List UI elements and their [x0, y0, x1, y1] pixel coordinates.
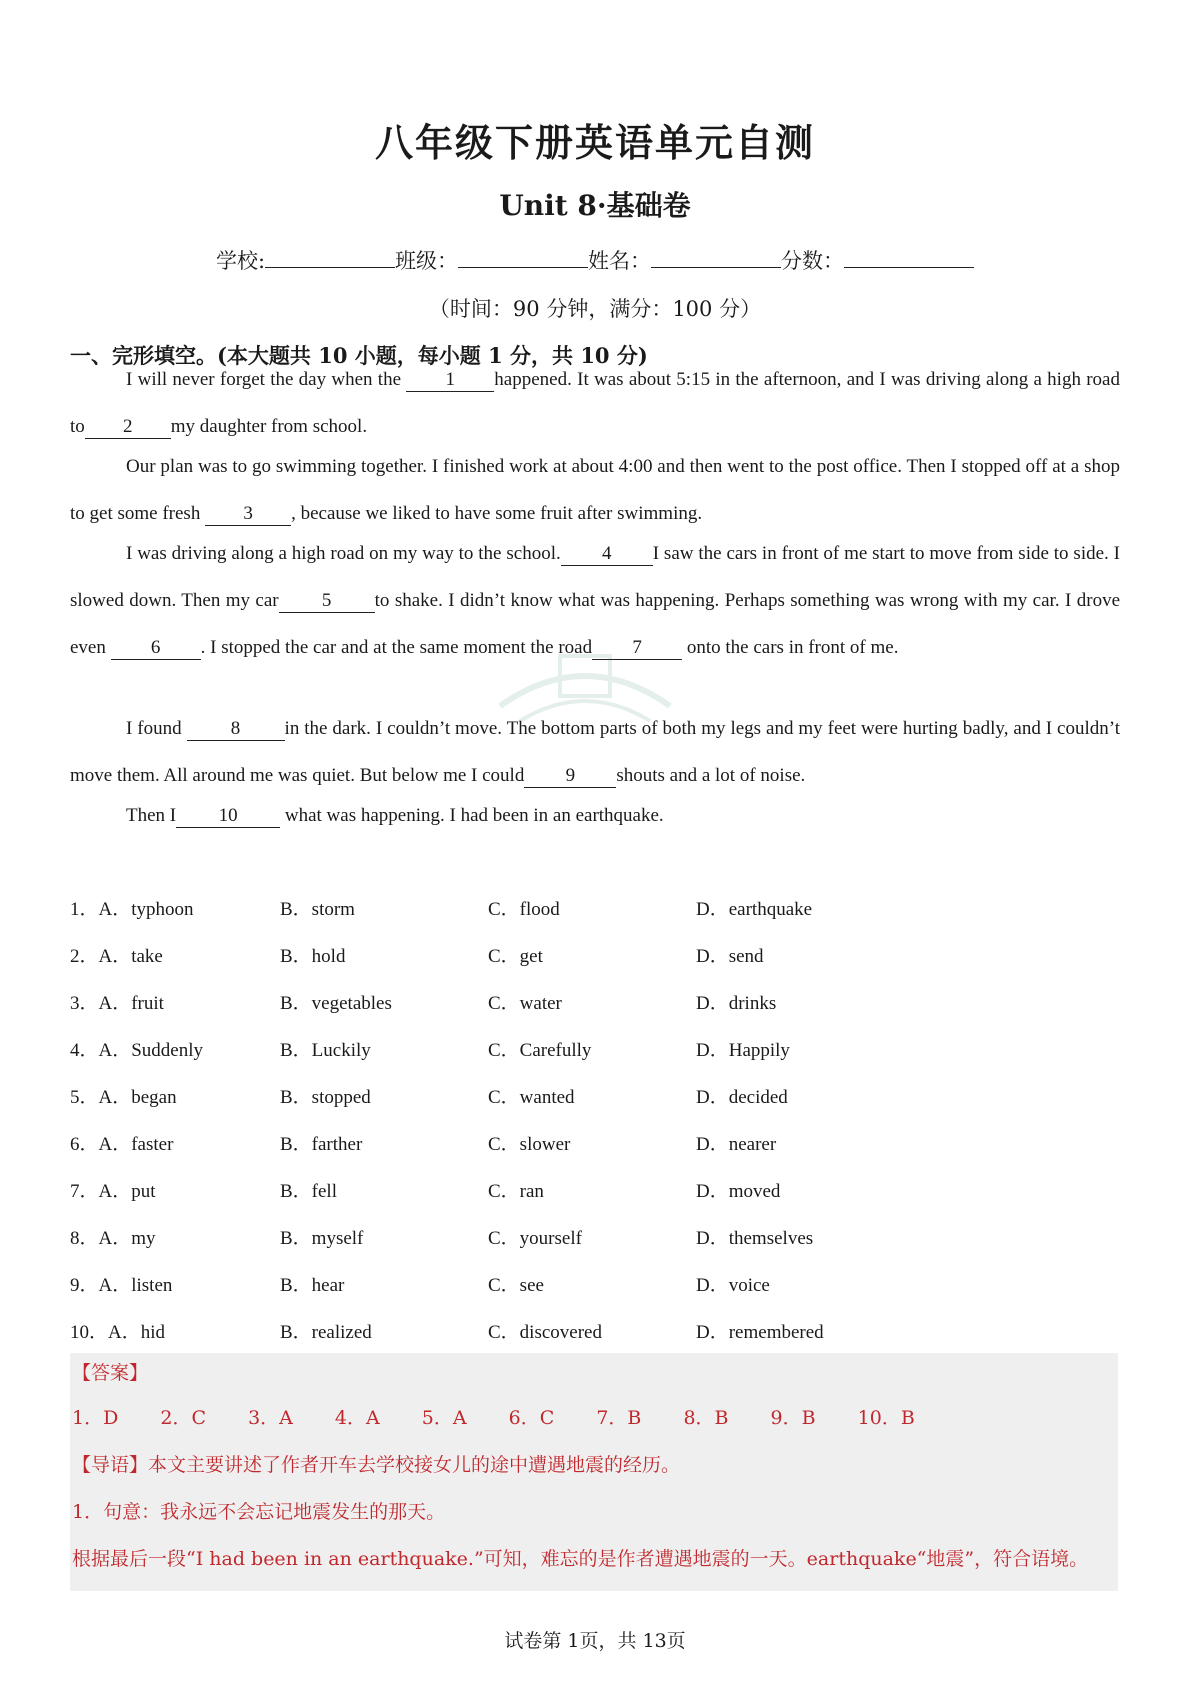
passage-text: I was driving along a high road on my way to the school.	[126, 543, 561, 564]
option-a: 1．A．typhoon	[70, 899, 194, 920]
option-d: D．nearer	[696, 1134, 777, 1155]
student-info-line	[0, 245, 1190, 275]
option-b: B．storm	[280, 899, 355, 920]
option-b: B．farther	[280, 1134, 363, 1155]
answer-q1-reason: 根据最后一段“I had been in an earthquake.”可知，难忘的是作者遭遇地震的一天。earthquake“地震”，符合语境。	[72, 1548, 1089, 1570]
watermark-logo-icon	[480, 626, 690, 736]
option-b: B．fell	[280, 1181, 337, 1202]
option-d: D．themselves	[696, 1228, 814, 1249]
answer-keys	[72, 1403, 951, 1430]
passage-text: I saw the cars in front of me start to move from side to side. I slowed down. Then my car	[70, 543, 1120, 611]
answer-key: 10．B	[857, 1407, 915, 1429]
question-row	[70, 1129, 1120, 1176]
passage-text: Then I	[126, 805, 177, 826]
name-blank	[651, 245, 781, 268]
option-d: D．remembered	[696, 1322, 824, 1343]
option-d: D．drinks	[696, 993, 777, 1014]
question-row	[70, 941, 1120, 988]
answer-key: 2．C	[160, 1407, 207, 1429]
option-b: B．hold	[280, 946, 346, 967]
time-info: （时间：90 分钟，满分：100 分）	[428, 297, 762, 321]
passage-paragraph-5	[70, 792, 1120, 839]
passage-text: my daughter from school.	[170, 416, 368, 437]
blank-8: 8	[187, 718, 285, 741]
blank-10: 10	[176, 805, 280, 828]
blank-7: 7	[592, 637, 682, 660]
option-a: 7．A．put	[70, 1181, 156, 1202]
option-c: C．wanted	[488, 1087, 575, 1108]
option-a: 4．A．Suddenly	[70, 1040, 204, 1061]
answer-guide: 【导语】本文主要讲述了作者开车去学校接女儿的途中遭遇地震的经历。	[72, 1454, 681, 1476]
passage-paragraph-2	[70, 443, 1120, 537]
blank-2: 2	[85, 416, 171, 439]
option-a: 6．A．faster	[70, 1134, 174, 1155]
blank-1: 1	[406, 369, 494, 392]
option-a: 10．A．hid	[70, 1322, 166, 1343]
question-row	[70, 1035, 1120, 1082]
option-d: D．voice	[696, 1275, 770, 1296]
question-row	[70, 1176, 1120, 1223]
option-a: 3．A．fruit	[70, 993, 164, 1014]
option-d: D．earthquake	[696, 899, 813, 920]
passage-text: to shake. I didn’t know what was happening. Perhaps something was wrong with my car. I drove even	[70, 590, 1121, 658]
answer-key: 5．A	[421, 1407, 467, 1429]
option-a: 9．A．listen	[70, 1275, 173, 1296]
option-d: D．decided	[696, 1087, 788, 1108]
passage-paragraph-1	[70, 356, 1120, 450]
passage-text: onto the cars in front of me.	[682, 637, 899, 658]
option-c: C．see	[488, 1275, 544, 1296]
option-b: B．Luckily	[280, 1040, 371, 1061]
question-row	[70, 1082, 1120, 1129]
section-heading: 一、完形填空。(本大题共 10 小题，每小题 1 分，共 10 分)	[70, 343, 648, 368]
school-label: 学校:	[215, 249, 266, 273]
question-row	[70, 1270, 1120, 1317]
option-c: C．flood	[488, 899, 560, 920]
blank-6: 6	[111, 637, 201, 660]
page-footer: 试卷第 1页，共 13页	[504, 1630, 686, 1652]
passage-text: in the dark. I couldn’t move. The bottom parts of both my legs and my feet were hurting badly, and I couldn’t move them. All around me was quiet. But below me I could	[70, 718, 1121, 786]
page-subtitle: Unit 8·基础卷	[499, 189, 691, 222]
answer-key: 6．C	[508, 1407, 555, 1429]
passage-text: what was happening. I had been in an earthquake.	[280, 805, 664, 826]
option-c: C．Carefully	[488, 1040, 592, 1061]
answer-key: 9．B	[770, 1407, 816, 1429]
option-c: C．slower	[488, 1134, 571, 1155]
score-blank	[844, 245, 974, 268]
passage-text: shouts and a lot of noise.	[616, 765, 806, 786]
passage-text: . I stopped the car and at the same moment the road	[200, 637, 593, 658]
passage-text: I will never forget the day when the	[126, 369, 407, 390]
option-c: C．discovered	[488, 1322, 602, 1343]
score-label: 分数：	[781, 249, 845, 273]
option-b: B．vegetables	[280, 993, 392, 1014]
passage-text: happened. It was about 5:15 in the afternoon, and I was driving along a high road to	[70, 369, 1120, 437]
option-b: B．hear	[280, 1275, 345, 1296]
blank-5: 5	[279, 590, 375, 613]
passage-text: I found	[126, 718, 187, 739]
option-c: C．yourself	[488, 1228, 582, 1249]
option-d: D．moved	[696, 1181, 781, 1202]
answer-key: 8．B	[683, 1407, 729, 1429]
name-label: 姓名：	[588, 249, 652, 273]
class-blank	[458, 245, 588, 268]
option-c: C．water	[488, 993, 562, 1014]
option-a: 2．A．take	[70, 946, 163, 967]
answer-q1-meaning: 1．句意：我永远不会忘记地震发生的那天。	[72, 1501, 446, 1523]
answer-key: 4．A	[334, 1407, 380, 1429]
option-b: B．realized	[280, 1322, 372, 1343]
option-a: 5．A．began	[70, 1087, 177, 1108]
question-options	[70, 894, 1120, 1364]
option-d: D．Happily	[696, 1040, 790, 1061]
blank-9: 9	[524, 765, 616, 788]
answer-key: 1．D	[72, 1407, 119, 1429]
question-row	[70, 894, 1120, 941]
question-row	[70, 988, 1120, 1035]
option-a: 8．A．my	[70, 1228, 156, 1249]
option-b: B．stopped	[280, 1087, 371, 1108]
answer-key: 3．A	[248, 1407, 293, 1429]
blank-4: 4	[561, 543, 653, 566]
option-d: D．send	[696, 946, 764, 967]
option-c: C．get	[488, 946, 543, 967]
school-blank	[265, 245, 395, 268]
option-c: C．ran	[488, 1181, 544, 1202]
question-row	[70, 1223, 1120, 1270]
page-title: 八年级下册英语单元自测	[374, 120, 815, 165]
option-b: B．myself	[280, 1228, 364, 1249]
class-label: 班级：	[395, 249, 459, 273]
answer-label: 【答案】	[72, 1362, 149, 1384]
answer-key: 7．B	[596, 1407, 642, 1429]
blank-3: 3	[205, 503, 291, 526]
passage-text: , because we liked to have some fruit after swimming.	[291, 503, 703, 524]
passage-text: Our plan was to go swimming together. I finished work at about 4:00 and then went to the post office. Then I stopped off at a shop to get some fresh	[70, 456, 1120, 524]
